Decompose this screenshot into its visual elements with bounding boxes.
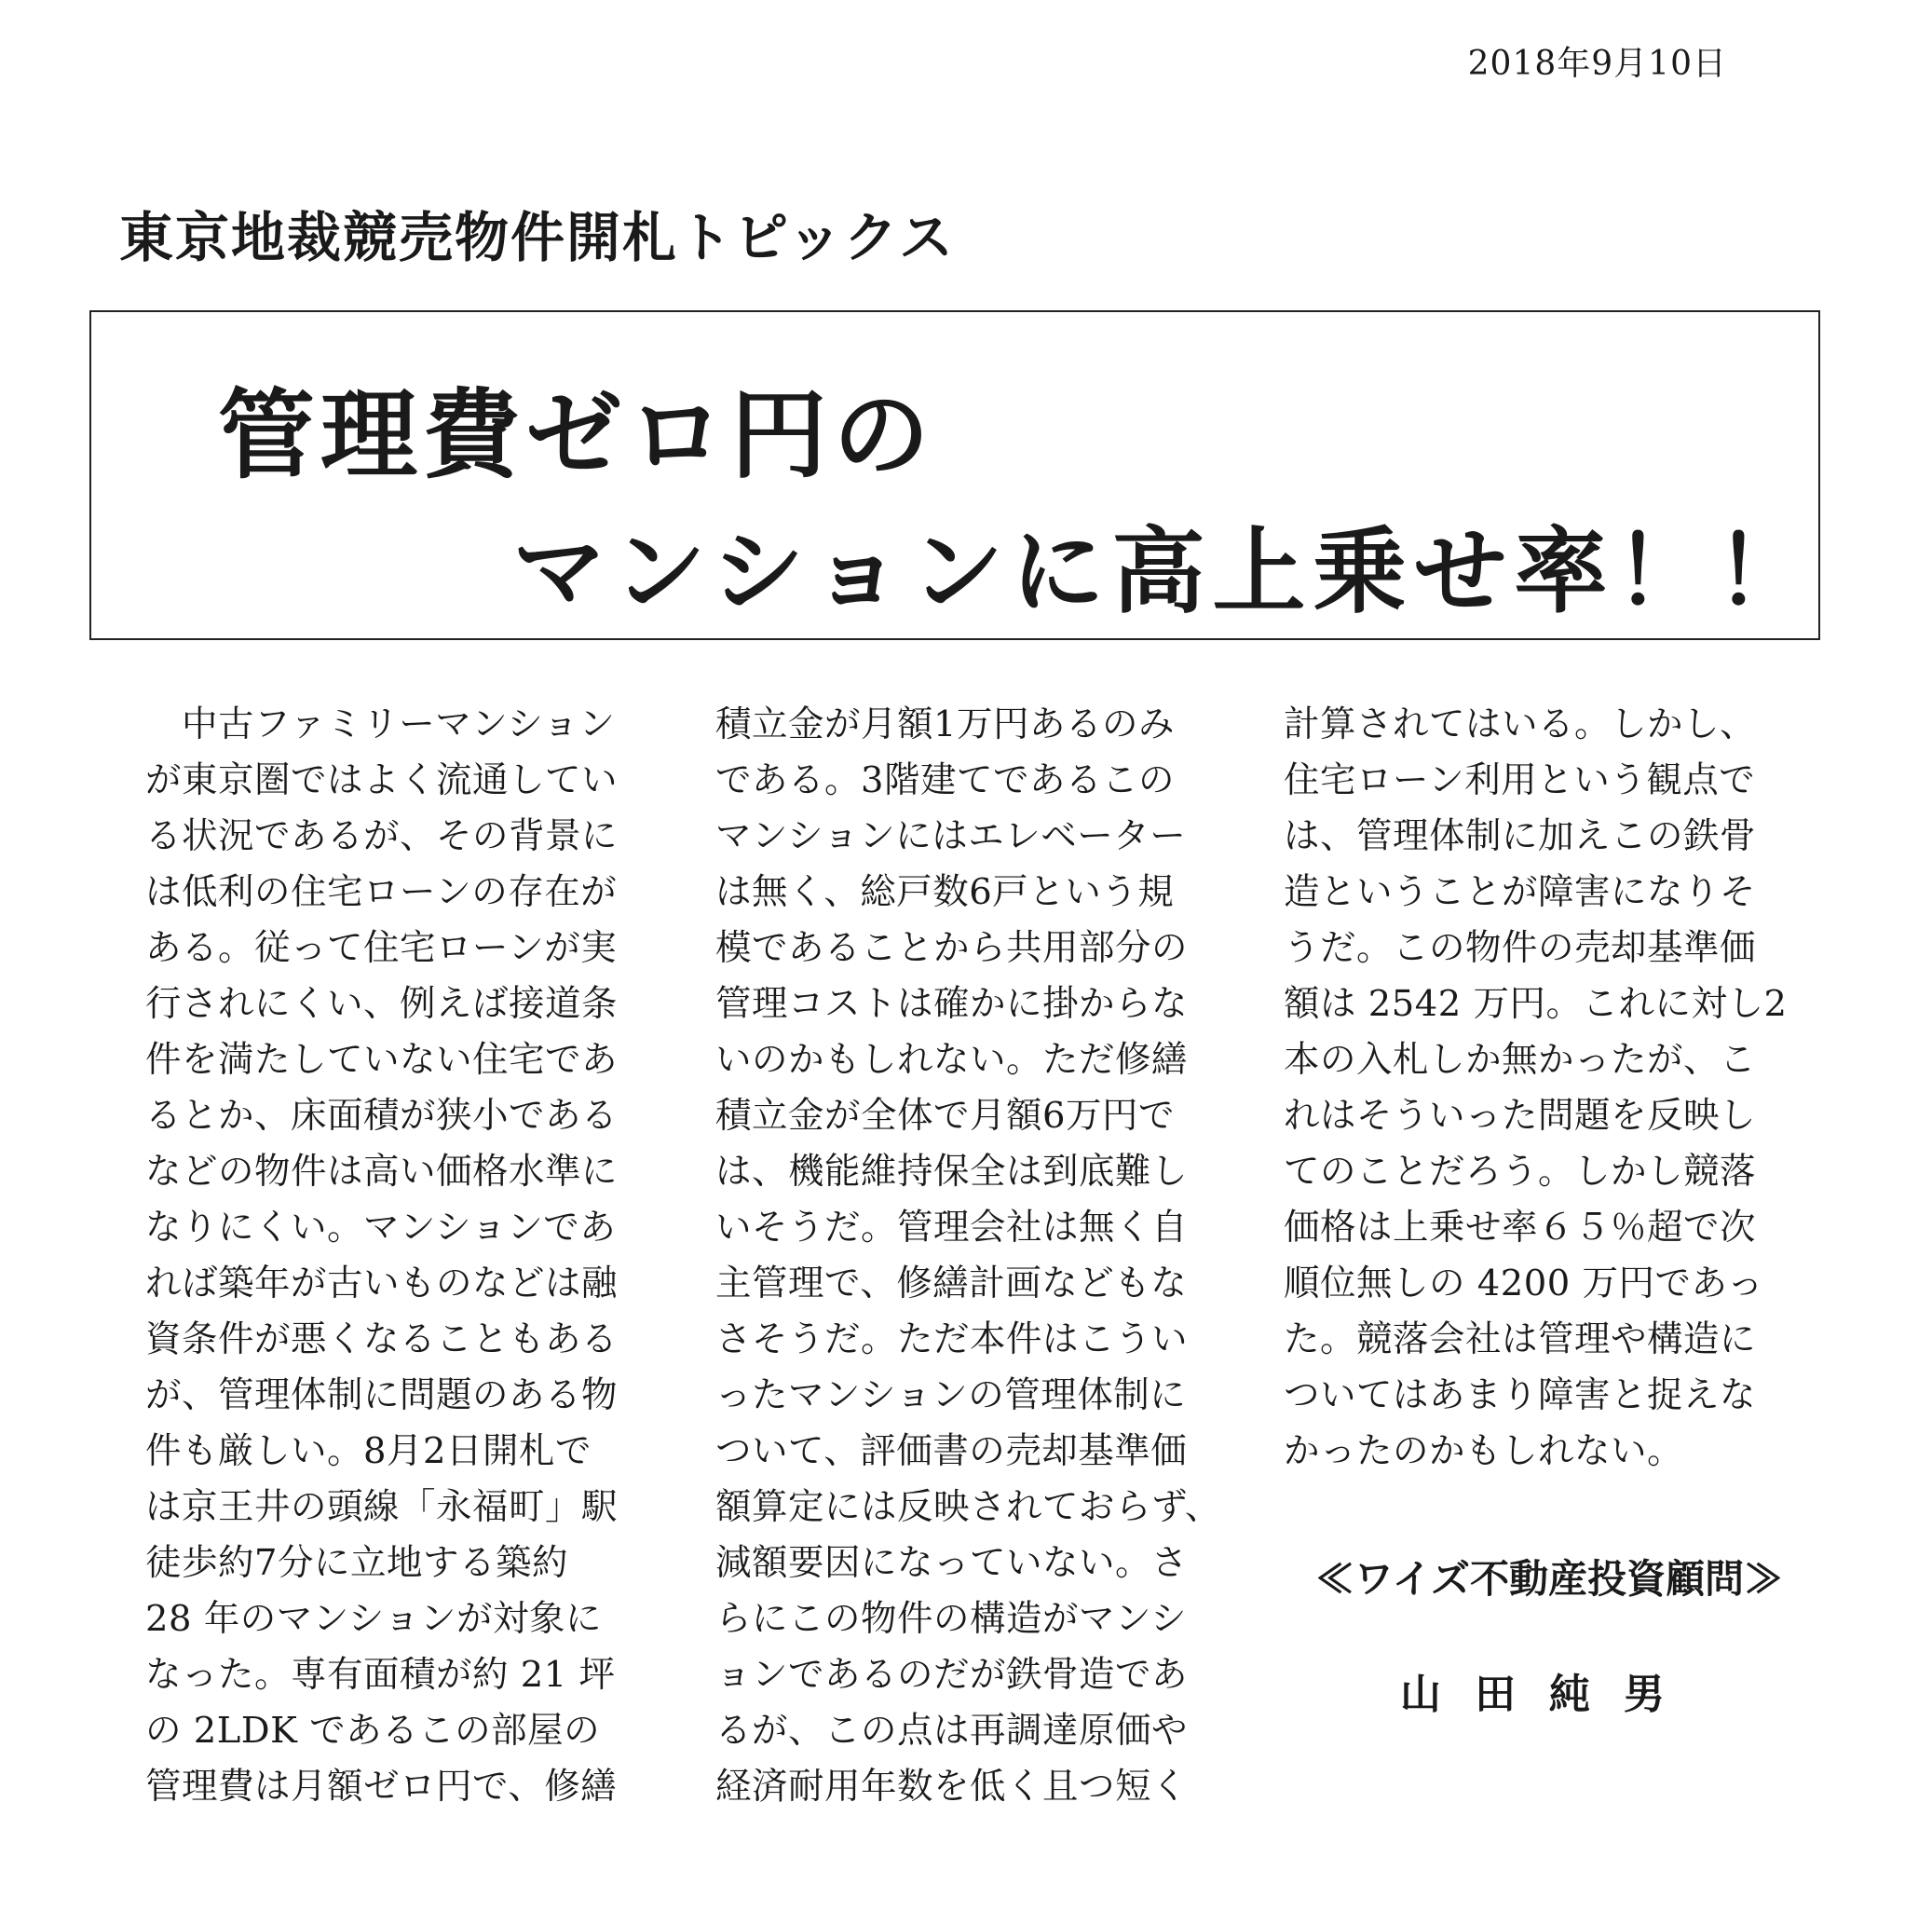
article-line: なった。専有面積が約 21 坪 [145, 1654, 616, 1696]
article-line: 積立金が全体で月額6万円で [715, 1095, 1175, 1137]
byline-author: 山田純男 [1400, 1671, 1698, 1718]
series-title: 東京地裁競売物件開札トピックス [119, 206, 956, 269]
article-line: 住宅ローン利用という観点で [1284, 759, 1756, 801]
article-line: 中古ファミリーマンション [145, 703, 616, 745]
article-line: ある。従って住宅ローンが実 [145, 927, 618, 969]
article-line: 順位無しの 4200 万円であっ [1284, 1263, 1764, 1304]
article-column-3 [1284, 697, 1787, 1480]
article-line: らにこの物件の構造がマンシ [715, 1598, 1188, 1640]
article-line: うだ。この物件の売却基準価 [1284, 927, 1757, 969]
article-line: などの物件は高い価格水準に [145, 1151, 619, 1193]
article-line: 管理費は月額ゼロ円で、修繕 [145, 1766, 618, 1808]
article-line: た。競落会社は管理や構造に [1284, 1318, 1757, 1360]
article-line: 管理コストは確かに掛からな [715, 983, 1189, 1025]
article-line: ついて、評価書の売却基準価 [715, 1430, 1188, 1472]
article-line: は京王井の頭線「永福町」駅 [145, 1486, 619, 1528]
article-column-2 [715, 697, 1221, 1815]
article-line: さそうだ。ただ本件はこうい [715, 1318, 1189, 1360]
article-line: 徒歩約7分に立地する築約 [145, 1542, 568, 1584]
article-line: ったマンションの管理体制に [715, 1374, 1187, 1416]
article-line: は無く、総戸数6戸という規 [715, 871, 1175, 913]
article-line: マンションにはエレベーター [715, 815, 1187, 857]
article-line: るが、この点は再調達原価や [715, 1710, 1189, 1752]
article-line: れば築年が古いものなどは融 [145, 1263, 619, 1304]
article-line: 造ということが障害になりそ [1284, 871, 1757, 913]
article-line: 行されにくい、例えば接道条 [145, 983, 619, 1025]
article-line: 28 年のマンションが対象に [145, 1598, 602, 1640]
article-line: 計算されてはいる。しかし、 [1284, 703, 1757, 745]
article-line: かったのかもしれない。 [1284, 1430, 1684, 1472]
article-line: である。3階建てであるこの [715, 759, 1175, 801]
byline-organization: ≪ワイズ不動産投資顧問≫ [1314, 1556, 1784, 1602]
article-line: が東京圏ではよく流通してい [145, 759, 619, 801]
headline-line-1: 管理費ゼロ円の [218, 378, 936, 492]
article-line: 資条件が悪くなることもある [145, 1318, 619, 1360]
article-line: 価格は上乗せ率６５％超で次 [1284, 1207, 1757, 1249]
article-line: れはそういった問題を反映し [1284, 1095, 1757, 1137]
article-line: は、機能維持保全は到底難し [715, 1151, 1189, 1193]
article-line: る状況であるが、その背景に [145, 815, 619, 857]
headline-box [89, 310, 1820, 640]
article-line: ョンであるのだが鉄骨造であ [715, 1654, 1189, 1696]
article-line: 件も厳しい。8月2日開札で [145, 1430, 592, 1472]
article-line: いそうだ。管理会社は無く自 [715, 1207, 1189, 1249]
article-line: 積立金が月額1万円あるのみ [715, 703, 1175, 745]
article-line: の 2LDK であるこの部屋の [145, 1710, 601, 1752]
article-line: なりにくい。マンションであ [145, 1207, 617, 1249]
article-line: 模であることから共用部分の [715, 927, 1189, 969]
article-column-1 [145, 697, 648, 1815]
article-line: 額は 2542 万円。これに対し2 [1284, 983, 1788, 1025]
headline-line-2: マンションに高上乗せ率！！ [512, 517, 1816, 626]
article-line: 額算定には反映されておらず、 [715, 1486, 1221, 1528]
publication-date: 2018年9月10日 [1467, 45, 1727, 83]
article-line: 減額要因になっていない。さ [715, 1542, 1189, 1584]
article-line: 本の入札しか無かったが、こ [1284, 1039, 1757, 1081]
article-line: ついてはあまり障害と捉えな [1284, 1374, 1757, 1416]
article-line: るとか、床面積が狭小である [145, 1095, 619, 1137]
article-line: は、管理体制に加えこの鉄骨 [1284, 815, 1757, 857]
article-line: 主管理で、修繕計画などもな [715, 1263, 1188, 1304]
article-line: いのかもしれない。ただ修繕 [715, 1039, 1189, 1081]
article-line: 経済耐用年数を低く且つ短く [715, 1766, 1189, 1808]
article-line: は低利の住宅ローンの存在が [145, 871, 618, 913]
article-line: が、管理体制に問題のある物 [145, 1374, 619, 1416]
article-line: てのことだろう。しかし競落 [1284, 1151, 1757, 1193]
article-line: 件を満たしていない住宅であ [145, 1039, 619, 1081]
